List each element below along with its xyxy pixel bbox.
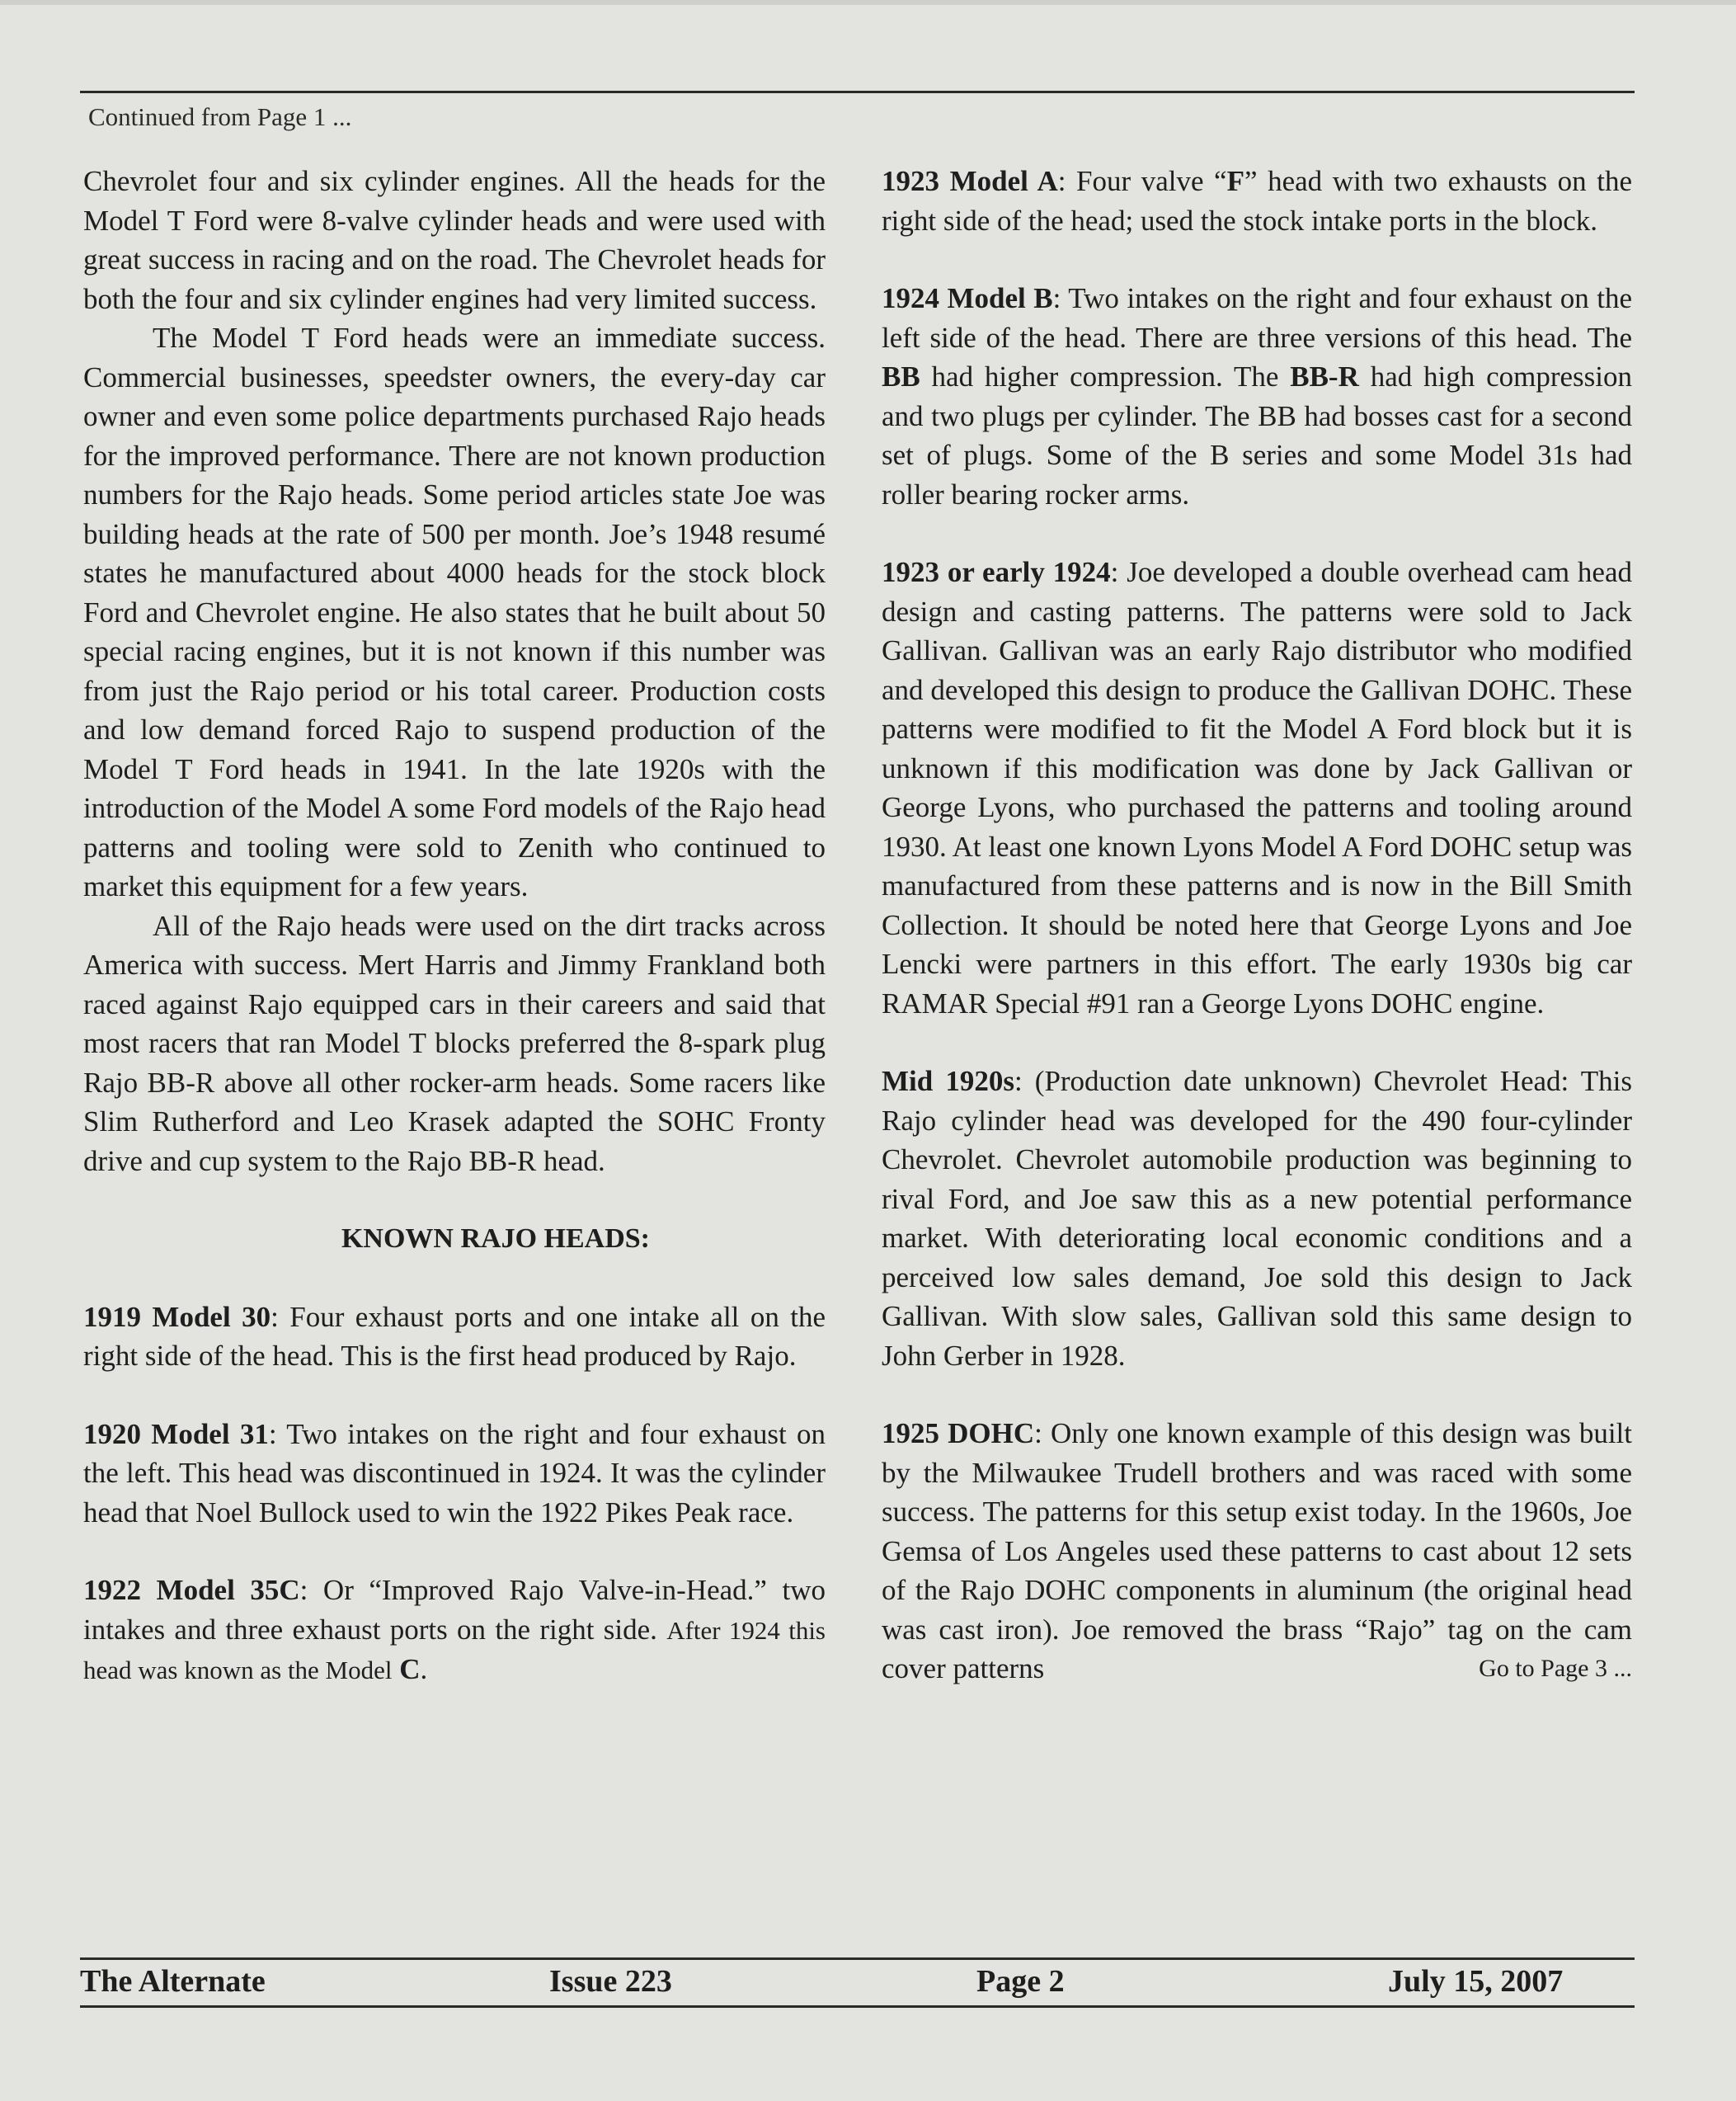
entry-text: : Four valve “	[1057, 165, 1227, 197]
entry-text: : (Production date unknown) Chevrolet Head: This Rajo cylinder head was developed for the 490 four-cylinder Chevrolet. Chevrolet automobile production was beginning to rival Ford, and Joe saw this as a new potential performance market. With deteriorating local economic conditions and a perceived low sales demand, Joe sold this design to Jack Gallivan. With slow sales, Gallivan sold this same design to John Gerber in 1928.	[882, 1065, 1632, 1372]
entry-label: 1919 Model 30	[83, 1300, 271, 1333]
entry-label: BB-R	[1290, 360, 1359, 393]
footer-page-number: Page 2	[976, 1964, 1065, 1999]
entry-label: C	[399, 1653, 421, 1685]
entry-label: F	[1226, 165, 1244, 197]
entry-label: Mid 1920s	[882, 1065, 1014, 1097]
go-to-page-link: Go to Page 3 ...	[1479, 1655, 1632, 1682]
head-entry	[882, 553, 1632, 1023]
paragraph: The Model T Ford heads were an immediate success. Commercial businesses, speedster owners, the every-day car owner and even some police departments purchased Rajo heads for the improved performance. There are not known production numbers for the Rajo heads. Some period articles state Joe was building heads at the rate of 500 per month. Joe’s 1948 resumé states he manufactured about 4000 heads for the stock block Ford and Chevrolet engine. He also states that he built about 50 special racing engines, but it is not known if this number was from just the Rajo period or his total career. Production costs and low demand forced Rajo to suspend production of the Model T Ford heads in 1941. In the late 1920s with the introduction of the Model A some Ford models of the Rajo head patterns and tooling were sold to Zenith who continued to market this equipment for a few years.	[83, 322, 826, 902]
entry-label: 1923 or early 1924	[882, 556, 1111, 588]
entry-text: ” head with two exhausts on the right side of the head; used the stock intake ports in the block.	[882, 165, 1632, 237]
entry-label: 1924 Model B	[882, 282, 1053, 314]
entry-label: BB	[882, 360, 920, 393]
head-entry	[83, 1298, 826, 1376]
section-heading: KNOWN RAJO HEADS:	[341, 1223, 651, 1254]
head-entry	[83, 1415, 826, 1533]
page-edge	[0, 0, 1736, 5]
entry-text: .	[420, 1653, 428, 1685]
right-column	[882, 162, 1632, 1727]
paragraph: Chevrolet four and six cylinder engines. All the heads for the Model T Ford were 8-valve cylinder heads and were used with great success in racing and on the road. The Chevrolet heads for both the four and six cylinder engines had very limited success.	[83, 165, 826, 315]
entry-text: : Only one known example of this design was built by the Milwaukee Trudell brothers and was raced with some success. The patterns for this setup exist today. In the 1960s, Joe Gemsa of Los Angeles used these patterns to cast about 12 sets of the Rajo DOHC components in aluminum (the original head was cast iron). Joe removed the brass “Rajo” tag on the cam cover patterns	[882, 1417, 1633, 1684]
left-column	[83, 162, 826, 1729]
head-entry	[882, 1414, 1632, 1689]
footer-issue: Issue 223	[549, 1964, 672, 1999]
head-entry	[882, 162, 1632, 240]
footer-rule	[80, 2005, 1635, 2008]
entry-text: After 1924 this head was known as the Model	[83, 1615, 826, 1684]
entry-label: 1925 DOHC	[882, 1417, 1035, 1449]
paragraph: All of the Rajo heads were used on the dirt tracks across America with success. Mert Harris and Jimmy Frankland both raced against Rajo equipped cars in their careers and said that most racers that ran Model T blocks preferred the 8-spark plug Rajo BB-R above all other rocker-arm heads. Some racers like Slim Rutherford and Leo Krasek adapted the SOHC Fronty drive and cup system to the Rajo BB-R head.	[83, 909, 826, 1177]
head-entry	[882, 279, 1632, 514]
entry-text: : Four exhaust ports and one intake all on the right side of the head. This is the first head produced by Rajo.	[83, 1300, 826, 1372]
entry-text: had higher compression. The	[931, 360, 1279, 393]
footer-publication-title: The Alternate	[80, 1964, 266, 1999]
entry-text: had high compression and two plugs per cylinder. The BB had bosses cast for a second set of plugs. Some of the B series and some Model 31s had roller bearing rocker arms.	[882, 360, 1633, 511]
footer-rule	[80, 1957, 1635, 1960]
footer-date: July 15, 2007	[1388, 1964, 1564, 1999]
entry-text: : Or “Improved Rajo Valve-in-Head.” two intakes and three exhaust ports on the right side.	[83, 1574, 826, 1646]
entry-text: : Two intakes on the right and four exhaust on the left side of the head. There are three versions of this head. The	[882, 282, 1632, 354]
entry-label: 1920 Model 31	[83, 1417, 269, 1450]
entry-text: : Two intakes on the right and four exhaust on the left. This head was discontinued in 1924. It was the cylinder head that Noel Bullock used to win the 1922 Pikes Peak race.	[83, 1417, 826, 1529]
entry-label: 1922 Model 35C	[83, 1574, 300, 1606]
continued-note: Continued from Page 1 ...	[88, 102, 352, 131]
entry-text: : Joe developed a double overhead cam head design and casting patterns. The patterns were sold to Jack Gallivan. Gallivan was an early Rajo distributor who modified and developed this design to produce the Gallivan DOHC. These patterns were modified to fit the Model A Ford block but it is unknown if this modification was done by Jack Gallivan or George Lyons, who purchased the patterns and tooling around 1930. At least one known Lyons Model A Ford DOHC setup was manufactured from these patterns and is now in the Bill Smith Collection. It should be noted here that George Lyons and Joe Lencki were partners in this effort. The early 1930s big car RAMAR Special #91 ran a George Lyons DOHC engine.	[882, 556, 1632, 1020]
entry-label: 1923 Model A	[882, 165, 1058, 197]
head-entry	[882, 1062, 1632, 1375]
top-rule	[80, 91, 1635, 93]
head-entry	[83, 1571, 826, 1690]
